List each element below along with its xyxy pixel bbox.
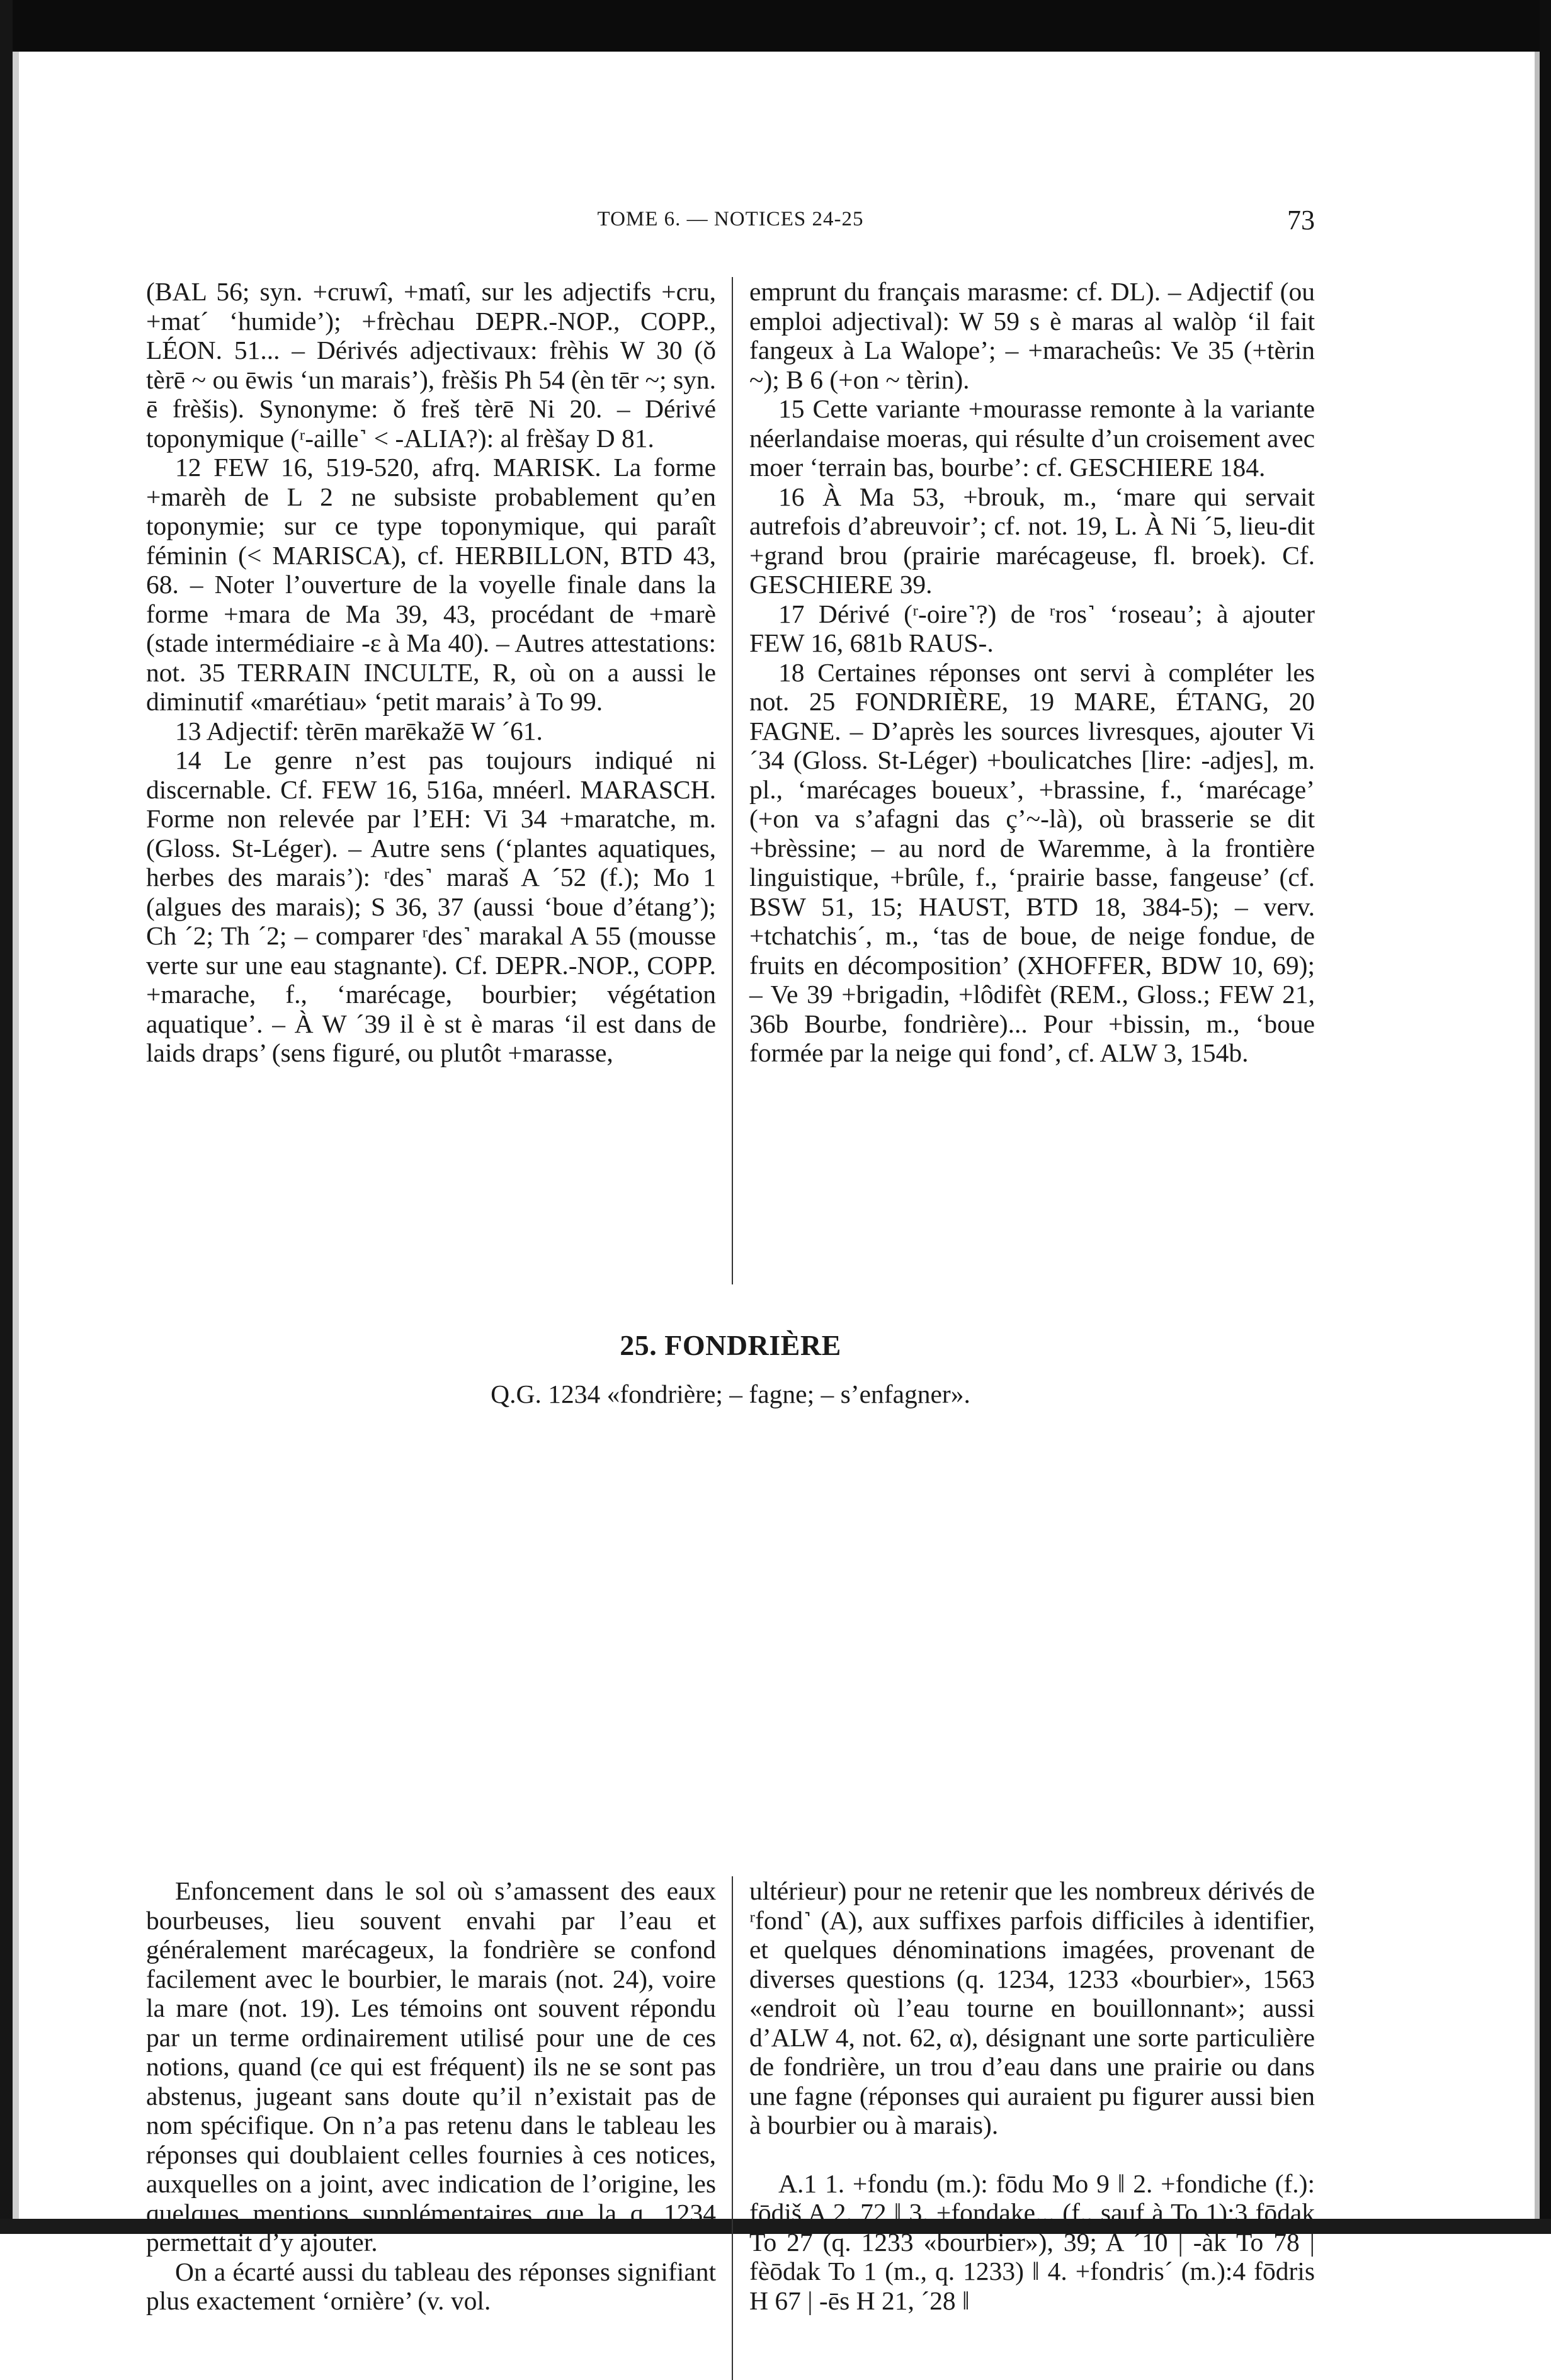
scan-border-right bbox=[1540, 0, 1551, 2234]
scan-shadow-left bbox=[13, 52, 19, 2234]
body-paragraph: A.1 1. +fondu (m.): fōdu Mo 9 ‖ 2. +fondiche (f.): fōdiš A 2, 72 ‖ 3. +fondake... (f., sauf à To 1):3 fōdak To 27 (q. 1233 «bourbier»), 39; A ´10 | -àk To 78 | fèōdak To 1 (m., q. 1233) ‖ 4. +fondris´ (m.):4 fōdris H 67 | -ēs H 21, ´28 ‖ bbox=[749, 2168, 1315, 2315]
column-divider bbox=[732, 277, 733, 1284]
scan-border-top bbox=[0, 0, 1551, 52]
body-paragraph: On a écarté aussi du tableau des réponses signifiant plus exactement ‘ornière’ (v. vol. bbox=[146, 2257, 716, 2315]
footnote-17: 17 Dérivé (ʳ-oire˺?) de ʳros˺ ‘roseau’; à ajouter FEW 16, 681b RAUS-. bbox=[749, 599, 1315, 657]
body-paragraph: Enfoncement dans le sol où s’amassent des eaux bourbeuses, lieu souvent envahi par l’eau et généralement marécageux, la fondrière se confond facilement avec le bourbier, le marais (not. 24), voire la mare (not. 19). Les témoins ont souvent répondu par un terme ordinairement utilisé pour une de ces notions, quand (ce qui est fréquent) ils ne se sont pas abstenus, jugeant sans doute qu’il n’existait pas de nom spécifique. On n’a pas retenu dans le tableau les réponses qui doublaient celles fournies à ces notices, auxquelles on a joint, avec indication de l’origine, les quelques mentions supplémentaires que la q. 1234 permettait d’y ajouter. bbox=[146, 1876, 716, 2257]
body-paragraph: ultérieur) pour ne retenir que les nombreux dérivés de ʳfond˺ (A), aux suffixes parfois difficiles à identifier, et quelques dénominations imagées, provenant de diverses questions (q. 1234, 1233 «bourbier», 1563 «endroit où l’eau tourne en bouillonnant»; aussi d’ALW 4, not. 62, α), désignant une sorte particulière de fondrière, un trou d’eau dans une prairie ou dans une fagne (réponses qui auraient pu figurer aussi bien à bourbier ou à marais). bbox=[749, 1876, 1315, 2139]
notes-column-right bbox=[749, 277, 1315, 1068]
running-head: TOME 6. — NOTICES 24-25 bbox=[597, 208, 864, 230]
note-paragraph: (BAL 56; syn. +cruwî, +matî, sur les adjectifs +cru, +mat´ ‘humide’); +frèchau DEPR.-NOP., COPP., LÉON. 51... – Dérivés adjectivaux: frèhis W 30 (ǒ tèrē ~ ou ēwis ‘un marais’), frèšis Ph 54 (èn tēr ~; syn. ē frèšis). Synonyme: ǒ freš tèrē Ni 20. – Dérivé toponymique (ʳ-aille˺ < -ALIA?): al frèšay D 81. bbox=[146, 277, 716, 453]
column-divider bbox=[732, 1876, 733, 2380]
footnote-12: 12 FEW 16, 519-520, afrq. MARISK. La forme +marèh de L 2 ne subsiste probablement qu’en toponymie; sur ce type toponymique, qui paraît féminin (< MARISCA), cf. HERBILLON, BTD 43, 68. – Noter l’ouverture de la voyelle finale dans la forme +mara de Ma 39, 43, procédant de +marè (stade intermédiaire -ε à Ma 40). – Autres attestations: not. 35 TERRAIN INCULTE, R, où on a aussi le diminutif «marétiau» ‘petit marais’ à To 99. bbox=[146, 453, 716, 716]
footnote-18: 18 Certaines réponses ont servi à compléter les not. 25 FONDRIÈRE, 19 MARE, ÉTANG, 20 FAGNE. – D’après les sources livresques, ajouter Vi ´34 (Gloss. St-Léger) +boulicatches [lire: -adjes], m. pl., ‘marécages boueux’, +brassine, f., ‘marécage’ (+on va s’afagni das ç’~-là), où brasserie se dit +brèssine; – au nord de Waremme, à la frontière linguistique, +brûle, f., ‘prairie basse, fangeuse’ (cf. BSW 51, 15; HAUST, BTD 18, 384-5); – verv. +tchatchis´, m., ‘tas de boue, de neige fondue, de fruits en décomposition’ (XHOFFER, BDW 10, 69); – Ve 39 +brigadin, +lôdifèt (REM., Gloss.; FEW 21, 36b Bourbe, fondrière)... Pour +bissin, m., ‘boue formée par la neige qui fond’, cf. ALW 3, 154b. bbox=[749, 657, 1315, 1067]
body-column-left bbox=[146, 1876, 716, 2316]
footnote-15: 15 Cette variante +mourasse remonte à la variante néerlandaise moeras, qui résulte d’un croisement avec moer ‘terrain bas, bourbe’: cf. GESCHIERE 184. bbox=[749, 394, 1315, 482]
page-header bbox=[146, 205, 1315, 238]
scan-shadow-right bbox=[1535, 52, 1540, 2234]
section-title: 25. FONDRIÈRE bbox=[620, 1329, 841, 1361]
section-subtitle: Q.G. 1234 «fondrière; – fagne; – s’enfagner». bbox=[491, 1380, 970, 1408]
footnote-13: 13 Adjectif: tèrēn marēkažē W ´61. bbox=[175, 716, 543, 745]
footnote-14: 14 Le genre n’est pas toujours indiqué ni discernable. Cf. FEW 16, 516a, mnéerl. MARASCH. Forme non relevée par l’EH: Vi 34 +maratche, m. (Gloss. St-Léger). – Autre sens (‘plantes aquatiques, herbes des marais’): ʳdes˺ maraš A ´52 (f.); Mo 1 (algues des marais); S 36, 37 (aussi ‘boue d’étang’); Ch ´2; Th ´2; – comparer ʳdes˺ marakal A 55 (mousse verte sur une eau stagnante). Cf. DEPR.-NOP., COPP. +marache, f., ‘marécage, bourbier; végétation aquatique’. – À W ´39 il è st è maras ‘il est dans de laids draps’ (sens figuré, ou plutôt +marasse, bbox=[146, 745, 716, 1067]
note-paragraph: emprunt du français marasme: cf. DL). – Adjectif (ou emploi adjectival): W 59 s è maras al walòp ‘il fait fangeux à La Walope’; – +maracheûs: Ve 35 (+tèrin ~); B 6 (+on ~ tèrin). bbox=[749, 277, 1315, 394]
footnote-16: 16 À Ma 53, +brouk, m., ‘mare qui servait autrefois d’abreuvoir’; cf. not. 19, L. À Ni ´5, lieu-dit +grand brou (prairie marécageuse, fl. broek). Cf. GESCHIERE 39. bbox=[749, 482, 1315, 599]
scan-border-left bbox=[0, 0, 13, 2234]
page-number: 73 bbox=[1287, 205, 1315, 235]
notes-column-left bbox=[146, 277, 716, 1068]
body-column-right bbox=[749, 1876, 1315, 2315]
